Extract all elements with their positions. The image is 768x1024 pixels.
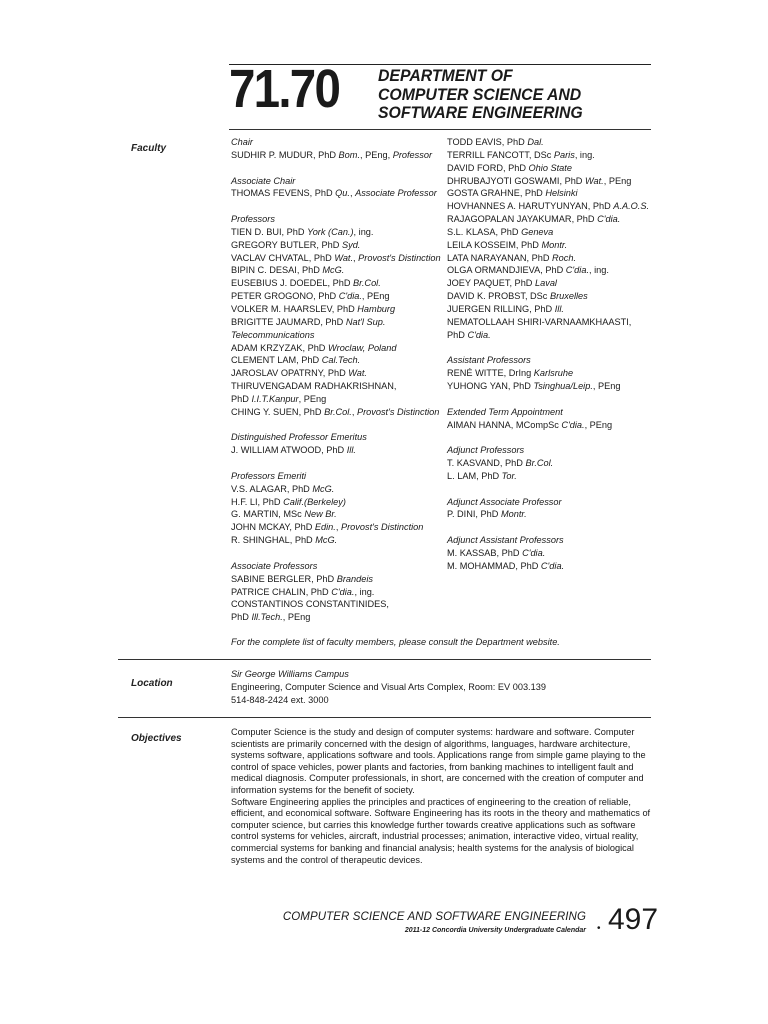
faculty-member xyxy=(447,329,649,342)
faculty-group-heading: Extended Term Appointment xyxy=(447,406,563,417)
faculty-member xyxy=(447,149,649,162)
faculty-member-name: OLGA ORMANDJIEVA, PhD xyxy=(447,265,566,276)
faculty-member xyxy=(231,508,441,521)
faculty-member xyxy=(231,380,441,393)
faculty-member-name: SUDHIR P. MUDUR, PhD xyxy=(231,149,339,160)
faculty-member-institution: Nat'l Sup. xyxy=(345,316,386,327)
faculty-member-name: TODD EAVIS, PhD xyxy=(447,137,528,147)
faculty-member-name: YUHONG YAN, PhD xyxy=(447,381,534,392)
faculty-member-role: Provost's Distinction xyxy=(358,252,441,263)
faculty-member-institution: Bruxelles xyxy=(549,291,588,302)
faculty-member-institution: Paris xyxy=(553,149,575,160)
faculty-member xyxy=(231,586,441,599)
faculty-member-suffix: , ing. xyxy=(353,226,374,237)
footer-bullet: • xyxy=(597,923,601,934)
faculty-member xyxy=(231,342,441,355)
location-top-rule xyxy=(118,659,651,660)
faculty-member-institution: Br.Col. xyxy=(324,406,352,417)
faculty-member-name: THIRUVENGADAM RADHAKRISHNAN, xyxy=(231,381,397,392)
faculty-member xyxy=(231,239,441,252)
faculty-member-name: L. LAM, PhD xyxy=(447,470,502,481)
faculty-member-name: NEMATOLLAAH SHIRI-VARNAAMKHAASTI, xyxy=(447,316,632,327)
header-bottom-rule xyxy=(229,129,651,130)
faculty-right-column xyxy=(447,136,649,573)
faculty-member xyxy=(231,149,441,162)
faculty-member-suffix: , PEng xyxy=(298,393,327,404)
faculty-member-name: LATA NARAYANAN, PhD xyxy=(447,252,553,263)
faculty-member xyxy=(231,316,441,329)
section-number: 71.70 xyxy=(229,59,340,119)
faculty-spacer xyxy=(231,547,441,560)
faculty-member-name: DAVID FORD, PhD xyxy=(447,162,529,173)
faculty-member-suffix: , PEng xyxy=(603,175,632,186)
faculty-member-name: JOHN MCKAY, PhD xyxy=(231,522,315,533)
faculty-member-institution: Wat. xyxy=(348,368,367,379)
faculty-member-institution: Laval xyxy=(535,278,557,289)
faculty-group-heading: Adjunct Assistant Professors xyxy=(447,535,564,546)
location-campus: Sir George Williams Campus xyxy=(231,669,349,679)
faculty-member xyxy=(231,290,441,303)
faculty-member xyxy=(231,521,441,534)
faculty-member-institution: Edin. xyxy=(314,522,336,533)
faculty-member xyxy=(447,264,649,277)
faculty-member xyxy=(447,200,649,213)
faculty-spacer xyxy=(447,431,649,444)
faculty-member-name: THOMAS FEVENS, PhD xyxy=(231,188,336,199)
location-block xyxy=(231,668,546,707)
faculty-member xyxy=(447,547,649,560)
faculty-member-institution: C'dia. xyxy=(522,548,546,558)
faculty-member-name: DHRUBAJYOTI GOSWAMI, PhD xyxy=(447,175,585,186)
faculty-member-name: PhD xyxy=(231,393,252,404)
faculty-note: For the complete list of faculty members, please consult the Department website. xyxy=(231,637,560,647)
faculty-member-name: M. KASSAB, PhD xyxy=(447,548,523,558)
faculty-member xyxy=(231,252,441,265)
faculty-group-heading: Associate Professors xyxy=(231,560,318,571)
faculty-member xyxy=(231,611,441,624)
faculty-member-name: V.S. ALAGAR, PhD xyxy=(231,483,313,494)
faculty-spacer xyxy=(447,342,649,355)
faculty-group-heading: Professors xyxy=(231,214,275,225)
faculty-member xyxy=(447,303,649,316)
faculty-member-institution: Karlsruhe xyxy=(533,368,574,379)
faculty-member-name: P. DINI, PhD xyxy=(447,509,501,520)
faculty-group-heading: Adjunct Professors xyxy=(447,445,525,456)
faculty-member-institution: Montr. xyxy=(541,239,568,250)
faculty-member-institution: C'dia. xyxy=(565,265,589,276)
faculty-member xyxy=(231,264,441,277)
faculty-member xyxy=(447,419,649,432)
faculty-member xyxy=(447,213,649,226)
faculty-member-suffix: , xyxy=(349,188,356,199)
faculty-group-heading: Telecommunications xyxy=(231,329,315,340)
faculty-member-institution: Tor. xyxy=(501,470,517,481)
faculty-member-institution: Wat. xyxy=(585,175,604,186)
faculty-member-institution: Tsinghua/Leip. xyxy=(533,381,593,392)
faculty-member-institution: C'dia. xyxy=(561,419,585,430)
faculty-member-institution: McG. xyxy=(315,535,338,546)
faculty-member xyxy=(447,457,649,470)
faculty-member xyxy=(447,290,649,303)
faculty-spacer xyxy=(231,200,441,213)
faculty-member-name: S.L. KLASA, PhD xyxy=(447,226,522,237)
department-title-line-2: COMPUTER SCIENCE AND xyxy=(378,84,582,104)
faculty-member-institution: McG. xyxy=(322,265,345,276)
faculty-group-heading: Associate Chair xyxy=(231,175,296,186)
faculty-member-suffix: , PEng xyxy=(361,291,390,302)
faculty-member-institution: Roch. xyxy=(552,252,577,263)
faculty-member-name: PhD xyxy=(447,329,468,340)
faculty-member-name: ADAM KRZYZAK, PhD xyxy=(231,342,328,353)
objectives-paragraph-1: Computer Science is the study and design of computer systems: hardware and software. Computer scientists are primarily concerned with the design of algorithms, languages, hardware architecture, systems software, applications software and tools. Applications range from simple game playing to the control of space vehicles, power plants and factories, from banking machines to intelligent fault and medical diagnosis. Computer professionals, in short, are concerned with the creation of computer and information systems for the benefit of society. xyxy=(231,727,646,795)
faculty-member-name: PETER GROGONO, PhD xyxy=(231,291,339,302)
faculty-member-name: GOSTA GRAHNE, PhD xyxy=(447,188,546,199)
faculty-member-institution: Ill. xyxy=(346,445,356,456)
faculty-member-institution: C'dia. xyxy=(331,586,355,597)
faculty-group-heading: Assistant Professors xyxy=(447,355,531,366)
faculty-member xyxy=(447,470,649,483)
faculty-member-name: BRIGITTE JAUMARD, PhD xyxy=(231,316,346,327)
faculty-member-institution: C'dia. xyxy=(467,329,491,340)
faculty-member-name: HOVHANNES A. HARUTYUNYAN, PhD xyxy=(447,201,614,212)
faculty-member-institution: New Br. xyxy=(304,509,337,520)
faculty-member-institution: C'dia. xyxy=(338,291,362,302)
faculty-member-name: JOEY PAQUET, PhD xyxy=(447,278,535,289)
faculty-spacer xyxy=(447,521,649,534)
faculty-member-institution: Ill.Tech. xyxy=(251,612,283,623)
faculty-member-role: Professor xyxy=(392,149,433,160)
faculty-spacer xyxy=(447,393,649,406)
faculty-member-name: M. MOHAMMAD, PhD xyxy=(447,560,541,571)
faculty-member-institution: Dal. xyxy=(527,137,544,147)
faculty-member xyxy=(447,239,649,252)
faculty-member-name: T. KASVAND, PhD xyxy=(447,458,526,469)
faculty-member xyxy=(447,136,649,149)
department-title xyxy=(378,67,583,123)
faculty-member-suffix: , PEng xyxy=(584,419,613,430)
faculty-member xyxy=(447,252,649,265)
faculty-member xyxy=(231,367,441,380)
faculty-member xyxy=(447,560,649,573)
faculty-member-name: RAJAGOPALAN JAYAKUMAR, PhD xyxy=(447,214,598,225)
faculty-member-institution: C'dia. xyxy=(597,214,621,225)
faculty-member xyxy=(231,354,441,367)
faculty-member-name: H.F. LI, PhD xyxy=(231,496,284,507)
faculty-member-name: R. SHINGHAL, PhD xyxy=(231,535,316,546)
faculty-group-heading: Professors Emeriti xyxy=(231,470,307,481)
faculty-member-name: VACLAV CHVATAL, PhD xyxy=(231,252,335,263)
faculty-member-name: SABINE BERGLER, PhD xyxy=(231,573,337,584)
location-building: Engineering, Computer Science and Visual Arts Complex, Room: EV 003.139 xyxy=(231,682,546,692)
faculty-member-name: G. MARTIN, MSc xyxy=(231,509,305,520)
faculty-member xyxy=(447,277,649,290)
faculty-member-name: JAROSLAV OPATRNY, PhD xyxy=(231,368,349,379)
faculty-member xyxy=(447,508,649,521)
faculty-member xyxy=(447,367,649,380)
faculty-member-institution: Bom. xyxy=(338,149,360,160)
faculty-member xyxy=(231,483,441,496)
faculty-member xyxy=(231,406,441,419)
faculty-member xyxy=(231,534,441,547)
footer-title: COMPUTER SCIENCE AND SOFTWARE ENGINEERING xyxy=(282,911,586,923)
faculty-member-institution: McG. xyxy=(312,483,335,494)
faculty-member-role: Provost's Distinction xyxy=(356,406,440,417)
faculty-spacer xyxy=(231,162,441,175)
faculty-member-institution: Geneva xyxy=(521,226,554,237)
faculty-member-name: RENÉ WITTE, DrIng xyxy=(447,368,534,379)
faculty-member-institution: A.A.O.S. xyxy=(613,201,650,212)
faculty-member xyxy=(231,393,441,406)
objectives-text xyxy=(231,727,651,866)
faculty-member-suffix: , xyxy=(353,252,359,263)
faculty-spacer xyxy=(447,483,649,496)
faculty-member-institution: Ill. xyxy=(554,303,564,314)
faculty-member xyxy=(447,380,649,393)
department-title-line-1: DEPARTMENT OF xyxy=(378,66,513,85)
faculty-member-suffix: , ing. xyxy=(574,149,595,160)
location-label: Location xyxy=(131,678,173,689)
footer-subtitle: 2011-12 Concordia University Undergraduate Calendar xyxy=(404,927,586,934)
faculty-member-name: TERRILL FANCOTT, DSc xyxy=(447,149,554,160)
faculty-member xyxy=(231,277,441,290)
faculty-member-name: PATRICE CHALIN, PhD xyxy=(231,586,332,597)
faculty-member-institution: Helsinki xyxy=(545,188,578,199)
faculty-member-institution: Calif.(Berkeley) xyxy=(283,496,346,507)
faculty-member-institution: Wat. xyxy=(334,252,354,263)
objectives-paragraph-2: Software Engineering applies the principles and practices of engineering to the creation of reliable, efficient, and economical software. Software Engineering has its roots in the theory and mathematics of computer science, but carries this knowledge further towards creative applications such as software control systems for vehicles, aircraft, industrial processes; animation, interactive video, virtual reality, commercial systems for banking and financial analysis; health systems for the analysis of biological systems and the control of therapeutic devices. xyxy=(231,796,651,865)
faculty-member-name: EUSEBIUS J. DOEDEL, PhD xyxy=(231,278,354,289)
faculty-member-institution: I.I.T.Kanpur xyxy=(251,393,299,404)
faculty-member-name: DAVID K. PROBST, DSc xyxy=(447,291,550,302)
faculty-member-institution: Cal.Tech. xyxy=(321,355,361,366)
faculty-member-role: Associate Professor xyxy=(355,188,437,199)
faculty-member-institution: Hamburg xyxy=(357,303,396,314)
faculty-group-heading: Adjunct Associate Professor xyxy=(447,496,562,507)
faculty-member-name: CLEMENT LAM, PhD xyxy=(231,355,322,366)
location-phone: 514-848-2424 ext. 3000 xyxy=(231,695,329,705)
objectives-label: Objectives xyxy=(131,733,182,744)
faculty-member-suffix: , xyxy=(335,522,341,533)
faculty-group-heading: Distinguished Professor Emeritus xyxy=(231,432,367,443)
faculty-member-suffix: , ing. xyxy=(354,586,375,597)
faculty-member-institution: Br.Col. xyxy=(353,278,381,289)
faculty-member-name: CONSTANTINOS CONSTANTINIDES, xyxy=(231,599,389,610)
faculty-member-institution: York (Can.) xyxy=(307,226,354,237)
faculty-member-name: GREGORY BUTLER, PhD xyxy=(231,239,342,250)
faculty-member-suffix: , xyxy=(351,406,357,417)
faculty-member xyxy=(447,162,649,175)
faculty-member-suffix: , PEng xyxy=(592,381,621,392)
faculty-spacer xyxy=(231,419,441,432)
faculty-member-institution: Montr. xyxy=(500,509,527,520)
faculty-left-column xyxy=(231,136,441,624)
page-number: 497 xyxy=(608,903,659,936)
objectives-top-rule xyxy=(118,717,651,718)
faculty-spacer xyxy=(231,457,441,470)
faculty-member xyxy=(231,444,441,457)
faculty-member-name: PhD xyxy=(231,612,252,623)
faculty-member-name: TIEN D. BUI, PhD xyxy=(231,226,308,237)
faculty-member xyxy=(231,226,441,239)
faculty-member-name: CHING Y. SUEN, PhD xyxy=(231,406,325,417)
faculty-member-suffix: , PEng xyxy=(282,612,311,623)
faculty-member xyxy=(447,226,649,239)
faculty-member-name: LEILA KOSSEIM, PhD xyxy=(447,239,542,250)
faculty-member-name: VOLKER M. HAARSLEV, PhD xyxy=(231,303,358,314)
faculty-member-name: AIMAN HANNA, MCompSc xyxy=(447,419,562,430)
faculty-member xyxy=(231,496,441,509)
faculty-group-heading: Chair xyxy=(231,137,253,147)
faculty-member-institution: Brandeis xyxy=(336,573,373,584)
faculty-member-institution: Wroclaw, Poland xyxy=(328,342,397,353)
faculty-member xyxy=(231,598,441,611)
faculty-member xyxy=(447,187,649,200)
faculty-member-institution: Qu. xyxy=(335,188,350,199)
faculty-member xyxy=(447,175,649,188)
department-title-line-3: SOFTWARE ENGINEERING xyxy=(378,103,583,122)
faculty-member-institution: Br.Col. xyxy=(525,458,554,469)
faculty-member-institution: C'dia. xyxy=(540,560,565,571)
faculty-member xyxy=(231,303,441,316)
faculty-member xyxy=(231,187,441,200)
faculty-member-role: Provost's Distinction xyxy=(340,522,424,533)
faculty-member xyxy=(231,573,441,586)
faculty-member-suffix: , PEng, xyxy=(360,149,393,160)
faculty-member-institution: Syd. xyxy=(341,239,361,250)
faculty-member-institution: Ohio State xyxy=(528,162,572,173)
faculty-member-name: J. WILLIAM ATWOOD, PhD xyxy=(231,445,347,456)
faculty-member-suffix: , ing. xyxy=(589,265,609,276)
faculty-member xyxy=(447,316,649,329)
faculty-member-name: JUERGEN RILLING, PhD xyxy=(447,303,555,314)
faculty-member-name: BIPIN C. DESAI, PhD xyxy=(231,265,323,276)
faculty-label: Faculty xyxy=(131,143,167,154)
